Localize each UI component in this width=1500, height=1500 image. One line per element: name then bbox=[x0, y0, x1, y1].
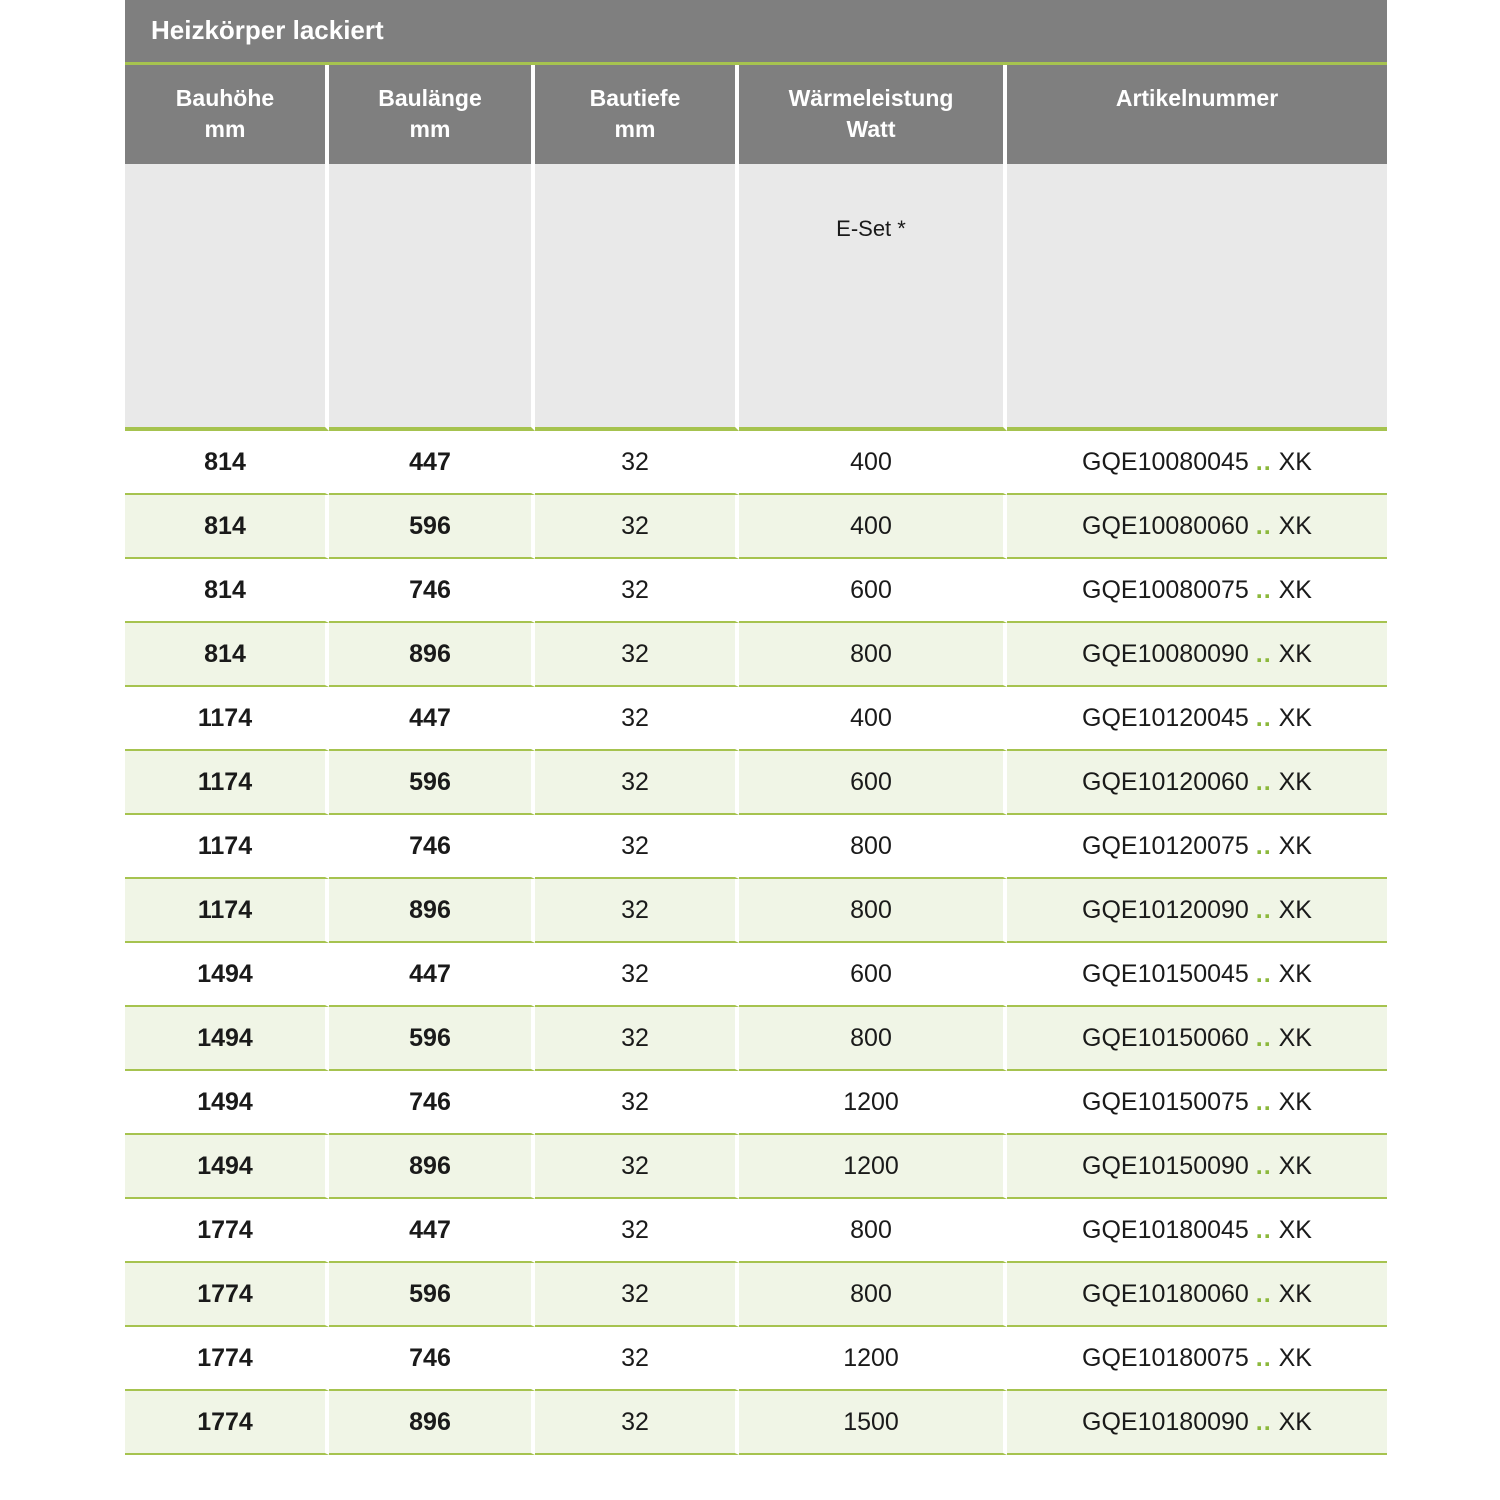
artikelnummer-placeholder-dots: .. bbox=[1255, 447, 1272, 476]
cell-bautiefe: 32 bbox=[535, 1135, 739, 1199]
cell-artikelnummer bbox=[1007, 1135, 1387, 1199]
artikelnummer-prefix: GQE10120090 bbox=[1082, 895, 1256, 924]
column-header-artikelnummer-label: Artikelnummer bbox=[1115, 85, 1279, 111]
cell-baulaenge: 596 bbox=[329, 1007, 535, 1071]
cell-bauhoehe: 814 bbox=[125, 559, 329, 623]
table-row bbox=[125, 1199, 1387, 1263]
cell-bautiefe: 32 bbox=[535, 1199, 739, 1263]
cell-bautiefe: 32 bbox=[535, 1391, 739, 1455]
artikelnummer-suffix: XK bbox=[1271, 703, 1312, 732]
artikelnummer-prefix: GQE10150075 bbox=[1082, 1087, 1256, 1116]
artikelnummer-placeholder-dots: .. bbox=[1255, 575, 1272, 604]
cell-artikelnummer bbox=[1007, 623, 1387, 687]
table-row bbox=[125, 751, 1387, 815]
cell-baulaenge: 746 bbox=[329, 1327, 535, 1391]
artikelnummer-prefix: GQE10180045 bbox=[1082, 1215, 1256, 1244]
subheader-row bbox=[125, 164, 1387, 431]
column-header-waermeleistung bbox=[739, 65, 1007, 164]
column-header-baulaenge-unit: mm bbox=[409, 115, 451, 142]
cell-bautiefe: 32 bbox=[535, 943, 739, 1007]
column-header-bautiefe-unit: mm bbox=[614, 115, 656, 142]
cell-baulaenge: 896 bbox=[329, 623, 535, 687]
artikelnummer-placeholder-dots: .. bbox=[1255, 639, 1272, 668]
cell-baulaenge: 746 bbox=[329, 1071, 535, 1135]
cell-baulaenge: 896 bbox=[329, 1391, 535, 1455]
column-header-bauhoehe bbox=[125, 65, 329, 164]
artikelnummer-text bbox=[1082, 448, 1312, 476]
cell-artikelnummer bbox=[1007, 1391, 1387, 1455]
table-row bbox=[125, 1071, 1387, 1135]
cell-bauhoehe: 1774 bbox=[125, 1391, 329, 1455]
cell-waermeleistung: 1200 bbox=[739, 1071, 1007, 1135]
artikelnummer-text bbox=[1082, 1216, 1312, 1244]
artikelnummer-suffix: XK bbox=[1271, 831, 1312, 860]
artikelnummer-prefix: GQE10080075 bbox=[1082, 575, 1256, 604]
artikelnummer-placeholder-dots: .. bbox=[1255, 1023, 1272, 1052]
cell-bauhoehe: 1774 bbox=[125, 1327, 329, 1391]
artikelnummer-text bbox=[1082, 512, 1312, 540]
artikelnummer-suffix: XK bbox=[1271, 511, 1312, 540]
cell-waermeleistung: 800 bbox=[739, 815, 1007, 879]
artikelnummer-prefix: GQE10120060 bbox=[1082, 767, 1256, 796]
table-row bbox=[125, 815, 1387, 879]
cell-waermeleistung: 400 bbox=[739, 431, 1007, 495]
cell-baulaenge: 447 bbox=[329, 943, 535, 1007]
column-header-waermeleistung-label: Wärmeleistung bbox=[788, 85, 954, 111]
table-body bbox=[125, 431, 1387, 1455]
artikelnummer-placeholder-dots: .. bbox=[1255, 511, 1272, 540]
cell-bauhoehe: 814 bbox=[125, 495, 329, 559]
cell-baulaenge: 447 bbox=[329, 431, 535, 495]
cell-bauhoehe: 1774 bbox=[125, 1263, 329, 1327]
subheader-cell-artikelnummer bbox=[1007, 164, 1387, 431]
column-header-bautiefe-label: Bautiefe bbox=[589, 85, 681, 111]
artikelnummer-text bbox=[1082, 576, 1312, 604]
cell-artikelnummer bbox=[1007, 1071, 1387, 1135]
cell-waermeleistung: 1200 bbox=[739, 1135, 1007, 1199]
cell-bautiefe: 32 bbox=[535, 879, 739, 943]
subheader-cell-baulaenge bbox=[329, 164, 535, 431]
artikelnummer-suffix: XK bbox=[1271, 575, 1312, 604]
column-header-row bbox=[125, 65, 1387, 164]
cell-waermeleistung: 1500 bbox=[739, 1391, 1007, 1455]
cell-artikelnummer bbox=[1007, 1007, 1387, 1071]
artikelnummer-prefix: GQE10120045 bbox=[1082, 703, 1256, 732]
cell-waermeleistung: 600 bbox=[739, 751, 1007, 815]
cell-bautiefe: 32 bbox=[535, 815, 739, 879]
cell-bauhoehe: 1494 bbox=[125, 1007, 329, 1071]
subheader-cell-bautiefe bbox=[535, 164, 739, 431]
artikelnummer-placeholder-dots: .. bbox=[1255, 1151, 1272, 1180]
table-header bbox=[125, 0, 1387, 431]
artikelnummer-prefix: GQE10080045 bbox=[1082, 447, 1256, 476]
artikelnummer-placeholder-dots: .. bbox=[1255, 831, 1272, 860]
subheader-cell-bauhoehe bbox=[125, 164, 329, 431]
artikelnummer-placeholder-dots: .. bbox=[1255, 767, 1272, 796]
cell-artikelnummer bbox=[1007, 1327, 1387, 1391]
table-row bbox=[125, 623, 1387, 687]
cell-waermeleistung: 400 bbox=[739, 495, 1007, 559]
artikelnummer-placeholder-dots: .. bbox=[1255, 895, 1272, 924]
artikelnummer-suffix: XK bbox=[1271, 447, 1312, 476]
cell-waermeleistung: 400 bbox=[739, 687, 1007, 751]
artikelnummer-text bbox=[1082, 1280, 1312, 1308]
artikelnummer-placeholder-dots: .. bbox=[1255, 1087, 1272, 1116]
artikelnummer-text bbox=[1082, 640, 1312, 668]
artikelnummer-prefix: GQE10150045 bbox=[1082, 959, 1256, 988]
cell-bauhoehe: 1494 bbox=[125, 943, 329, 1007]
cell-baulaenge: 596 bbox=[329, 751, 535, 815]
artikelnummer-placeholder-dots: .. bbox=[1255, 703, 1272, 732]
cell-bautiefe: 32 bbox=[535, 751, 739, 815]
artikelnummer-text bbox=[1082, 896, 1312, 924]
table-row bbox=[125, 1391, 1387, 1455]
cell-artikelnummer bbox=[1007, 1263, 1387, 1327]
cell-bauhoehe: 1494 bbox=[125, 1071, 329, 1135]
artikelnummer-placeholder-dots: .. bbox=[1255, 1215, 1272, 1244]
subheader-cell-eset: E-Set * bbox=[739, 164, 1007, 431]
cell-bautiefe: 32 bbox=[535, 431, 739, 495]
cell-waermeleistung: 800 bbox=[739, 623, 1007, 687]
cell-baulaenge: 746 bbox=[329, 559, 535, 623]
cell-bauhoehe: 1774 bbox=[125, 1199, 329, 1263]
cell-bautiefe: 32 bbox=[535, 1007, 739, 1071]
artikelnummer-text bbox=[1082, 960, 1312, 988]
artikelnummer-text bbox=[1082, 1088, 1312, 1116]
artikelnummer-placeholder-dots: .. bbox=[1255, 1279, 1272, 1308]
artikelnummer-text bbox=[1082, 704, 1312, 732]
column-header-bauhoehe-label: Bauhöhe bbox=[175, 85, 275, 111]
cell-artikelnummer bbox=[1007, 495, 1387, 559]
cell-baulaenge: 596 bbox=[329, 1263, 535, 1327]
artikelnummer-text bbox=[1082, 768, 1312, 796]
cell-bauhoehe: 1174 bbox=[125, 815, 329, 879]
artikelnummer-suffix: XK bbox=[1271, 895, 1312, 924]
cell-waermeleistung: 800 bbox=[739, 1199, 1007, 1263]
artikelnummer-suffix: XK bbox=[1271, 1215, 1312, 1244]
cell-baulaenge: 746 bbox=[329, 815, 535, 879]
cell-waermeleistung: 800 bbox=[739, 1263, 1007, 1327]
column-header-artikelnummer bbox=[1007, 65, 1387, 164]
cell-bauhoehe: 1174 bbox=[125, 751, 329, 815]
column-header-bauhoehe-unit: mm bbox=[204, 115, 246, 142]
cell-artikelnummer bbox=[1007, 1199, 1387, 1263]
artikelnummer-suffix: XK bbox=[1271, 1279, 1312, 1308]
artikelnummer-suffix: XK bbox=[1271, 1087, 1312, 1116]
artikelnummer-suffix: XK bbox=[1271, 1151, 1312, 1180]
artikelnummer-placeholder-dots: .. bbox=[1255, 959, 1272, 988]
cell-bautiefe: 32 bbox=[535, 495, 739, 559]
artikelnummer-prefix: GQE10080060 bbox=[1082, 511, 1256, 540]
table-title: Heizkörper lackiert bbox=[125, 0, 1387, 65]
artikelnummer-text bbox=[1082, 1152, 1312, 1180]
table-title-row bbox=[125, 0, 1387, 65]
artikelnummer-text bbox=[1082, 1024, 1312, 1052]
artikelnummer-suffix: XK bbox=[1271, 959, 1312, 988]
cell-bautiefe: 32 bbox=[535, 623, 739, 687]
table-row bbox=[125, 1135, 1387, 1199]
cell-bauhoehe: 814 bbox=[125, 431, 329, 495]
cell-artikelnummer bbox=[1007, 559, 1387, 623]
artikelnummer-prefix: GQE10180075 bbox=[1082, 1343, 1256, 1372]
cell-baulaenge: 447 bbox=[329, 687, 535, 751]
cell-baulaenge: 896 bbox=[329, 1135, 535, 1199]
cell-bautiefe: 32 bbox=[535, 1071, 739, 1135]
artikelnummer-placeholder-dots: .. bbox=[1255, 1343, 1272, 1372]
table-row bbox=[125, 431, 1387, 495]
artikelnummer-prefix: GQE10150090 bbox=[1082, 1151, 1256, 1180]
artikelnummer-prefix: GQE10180090 bbox=[1082, 1407, 1256, 1436]
column-header-bautiefe bbox=[535, 65, 739, 164]
artikelnummer-prefix: GQE10180060 bbox=[1082, 1279, 1256, 1308]
artikelnummer-text bbox=[1082, 832, 1312, 860]
cell-waermeleistung: 800 bbox=[739, 1007, 1007, 1071]
artikelnummer-suffix: XK bbox=[1271, 639, 1312, 668]
cell-baulaenge: 596 bbox=[329, 495, 535, 559]
table-row bbox=[125, 1263, 1387, 1327]
cell-artikelnummer bbox=[1007, 943, 1387, 1007]
table-row bbox=[125, 1007, 1387, 1071]
cell-bautiefe: 32 bbox=[535, 559, 739, 623]
cell-baulaenge: 896 bbox=[329, 879, 535, 943]
cell-artikelnummer bbox=[1007, 751, 1387, 815]
artikelnummer-suffix: XK bbox=[1271, 1407, 1312, 1436]
radiator-spec-table bbox=[125, 0, 1387, 1455]
artikelnummer-suffix: XK bbox=[1271, 1343, 1312, 1372]
cell-baulaenge: 447 bbox=[329, 1199, 535, 1263]
table-row bbox=[125, 687, 1387, 751]
cell-bauhoehe: 814 bbox=[125, 623, 329, 687]
artikelnummer-prefix: GQE10080090 bbox=[1082, 639, 1256, 668]
cell-artikelnummer bbox=[1007, 687, 1387, 751]
artikelnummer-prefix: GQE10150060 bbox=[1082, 1023, 1256, 1052]
cell-artikelnummer bbox=[1007, 431, 1387, 495]
cell-bauhoehe: 1174 bbox=[125, 879, 329, 943]
column-header-baulaenge-label: Baulänge bbox=[378, 85, 482, 111]
table-row bbox=[125, 495, 1387, 559]
cell-waermeleistung: 1200 bbox=[739, 1327, 1007, 1391]
table-row bbox=[125, 559, 1387, 623]
artikelnummer-suffix: XK bbox=[1271, 767, 1312, 796]
cell-waermeleistung: 600 bbox=[739, 943, 1007, 1007]
artikelnummer-text bbox=[1082, 1408, 1312, 1436]
cell-waermeleistung: 600 bbox=[739, 559, 1007, 623]
cell-bautiefe: 32 bbox=[535, 1327, 739, 1391]
table-row bbox=[125, 1327, 1387, 1391]
cell-artikelnummer bbox=[1007, 815, 1387, 879]
artikelnummer-text bbox=[1082, 1344, 1312, 1372]
table-row bbox=[125, 943, 1387, 1007]
cell-bauhoehe: 1174 bbox=[125, 687, 329, 751]
cell-waermeleistung: 800 bbox=[739, 879, 1007, 943]
artikelnummer-placeholder-dots: .. bbox=[1255, 1407, 1272, 1436]
artikelnummer-suffix: XK bbox=[1271, 1023, 1312, 1052]
column-header-waermeleistung-unit: Watt bbox=[846, 115, 896, 142]
cell-artikelnummer bbox=[1007, 879, 1387, 943]
cell-bautiefe: 32 bbox=[535, 1263, 739, 1327]
artikelnummer-prefix: GQE10120075 bbox=[1082, 831, 1256, 860]
column-header-baulaenge bbox=[329, 65, 535, 164]
cell-bauhoehe: 1494 bbox=[125, 1135, 329, 1199]
cell-bautiefe: 32 bbox=[535, 687, 739, 751]
table-row bbox=[125, 879, 1387, 943]
